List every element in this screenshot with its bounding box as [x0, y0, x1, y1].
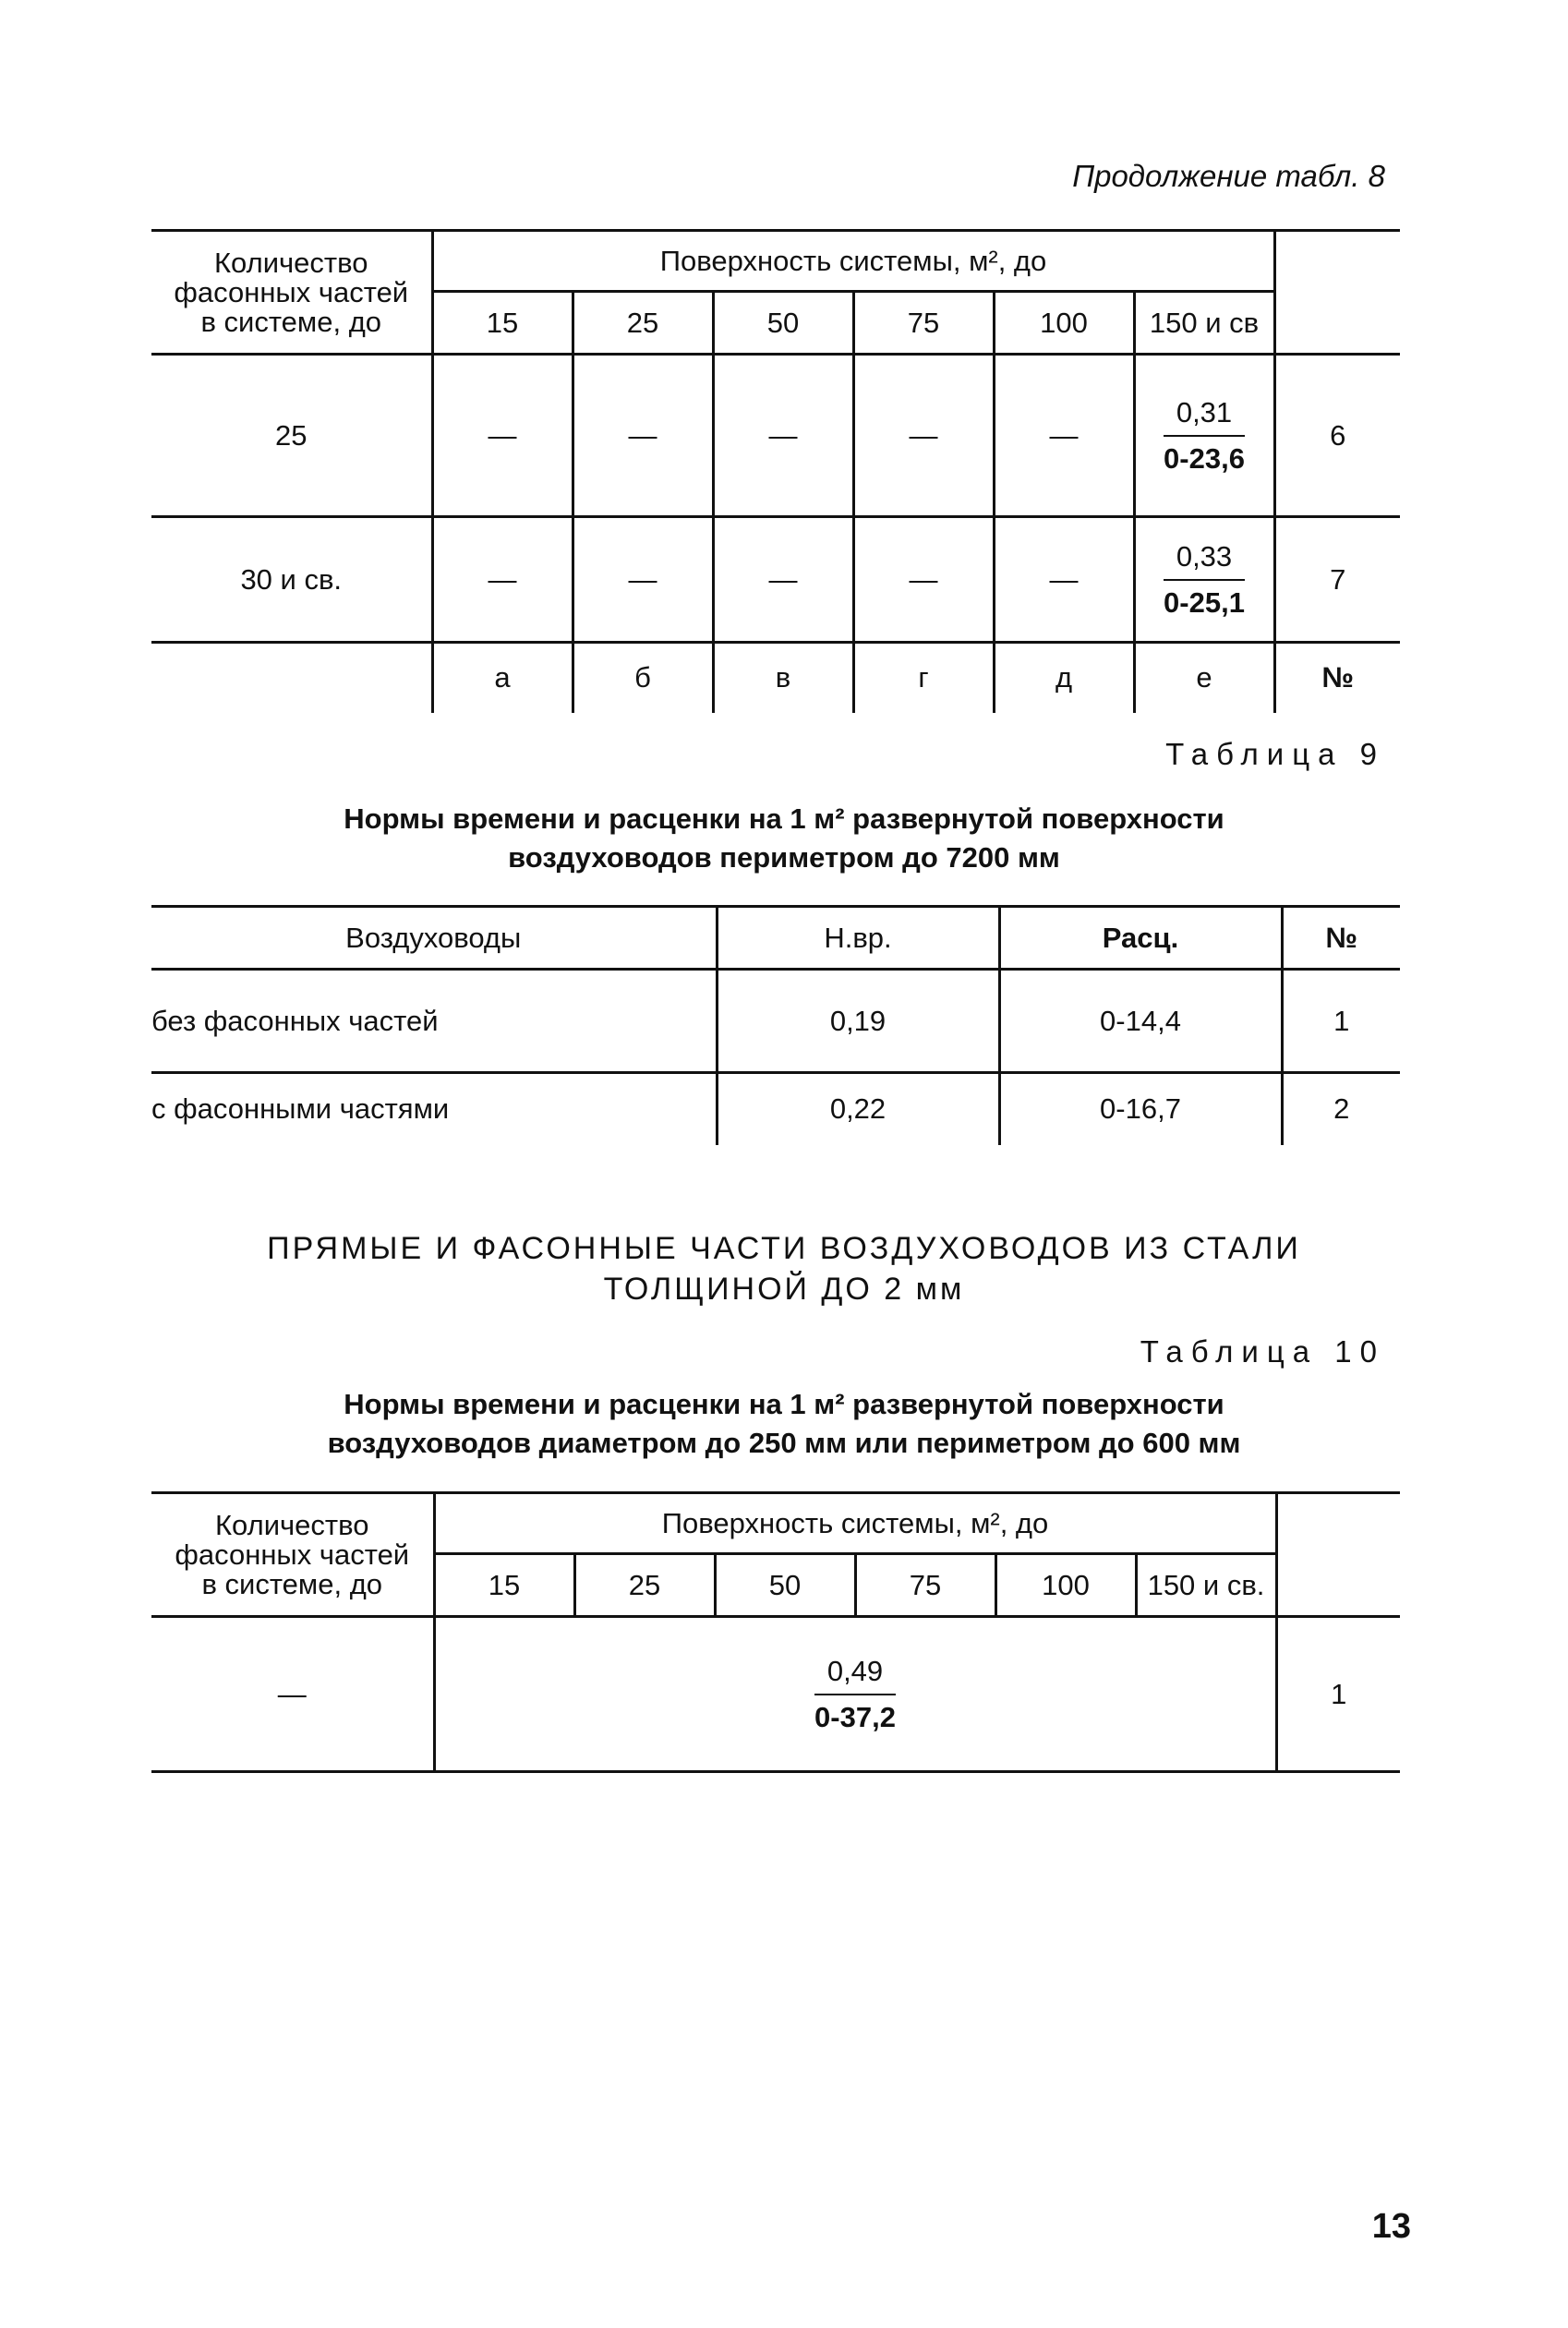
col-header-quantity: Количество фасонных частей в системе, до: [151, 231, 432, 355]
cell-dash: —: [994, 355, 1134, 517]
col-header-quantity: Количество фасонных частей в системе, до: [151, 1493, 434, 1617]
size-header: 50: [715, 1554, 855, 1617]
table-8-continuation: [151, 229, 1400, 713]
row-label: 30 и св.: [151, 517, 432, 643]
header-num: №: [1282, 907, 1400, 970]
row-number: 7: [1274, 517, 1400, 643]
size-header: 75: [855, 1554, 995, 1617]
rate: 0-14,4: [999, 970, 1282, 1073]
section-heading: ПРЯМЫЕ И ФАСОННЫЕ ЧАСТИ ВОЗДУХОВОДОВ ИЗ СТАЛИ ТОЛЩИНОЙ ДО 2 мм: [267, 1231, 1301, 1307]
size-header: 150 и св: [1134, 292, 1274, 355]
continuation-note: Продолжение табл. 8: [1072, 159, 1385, 193]
cell-dash: —: [713, 355, 853, 517]
time-norm: 0,22: [717, 1073, 999, 1145]
col-letter: д: [994, 643, 1134, 713]
cell-dash: —: [432, 517, 573, 643]
rate: 0-16,7: [999, 1073, 1282, 1145]
size-header: 150 и св.: [1136, 1554, 1276, 1617]
cell-dash: —: [853, 517, 994, 643]
col-letter: в: [713, 643, 853, 713]
table-row: [151, 1073, 1400, 1145]
table-10: [151, 1491, 1400, 1773]
num-header-blank: [1274, 231, 1400, 355]
header-ducts: Воздуховоды: [151, 907, 717, 970]
rate-fraction: $\frac{0,31}{0-23,6}$: [1134, 355, 1274, 517]
col-letter: а: [432, 643, 573, 713]
row-label: 25: [151, 355, 432, 517]
table-9-label: Таблица 9: [1165, 737, 1385, 771]
rate-fraction: $\frac{0,49}{0-37,2}$: [434, 1617, 1276, 1772]
cell-dash: —: [713, 517, 853, 643]
time-norm: 0,19: [717, 970, 999, 1073]
col-letter: б: [573, 643, 713, 713]
table-10-label: Таблица 10: [1140, 1334, 1385, 1369]
letters-row: [151, 643, 1400, 713]
row-number: 6: [1274, 355, 1400, 517]
table-9-title: Нормы времени и расценки на 1 м² развернутой поверхности воздуховодов периметром до 7200 мм: [344, 802, 1224, 874]
cell-dash: —: [573, 355, 713, 517]
size-header: 15: [434, 1554, 574, 1617]
header-rate: Расц.: [999, 907, 1282, 970]
col-letter: е: [1134, 643, 1274, 713]
size-header: 75: [853, 292, 994, 355]
col-letter: г: [853, 643, 994, 713]
duct-name: без фасонных частей: [151, 970, 717, 1073]
num-column-header: №: [1274, 643, 1400, 713]
table-row: [151, 517, 1400, 643]
table-row: [151, 970, 1400, 1073]
table-row: [151, 355, 1400, 517]
group-header-surface: Поверхность системы, м², до: [434, 1493, 1276, 1554]
row-number: 2: [1282, 1073, 1400, 1145]
duct-name: с фасонными частями: [151, 1092, 450, 1126]
size-header: 100: [995, 1554, 1136, 1617]
size-header: 25: [573, 292, 713, 355]
size-header: 50: [713, 292, 853, 355]
row-number: 1: [1282, 970, 1400, 1073]
row-number: 1: [1276, 1617, 1400, 1772]
table-10-title: Нормы времени и расценки на 1 м² развернутой поверхности воздуховодов диаметром до 250 мм или периметром до 600 мм: [327, 1388, 1241, 1459]
size-header: 25: [574, 1554, 715, 1617]
size-header: 100: [994, 292, 1134, 355]
header-time-norm: Н.вр.: [717, 907, 999, 970]
num-header-blank: [1276, 1493, 1400, 1617]
table-row: [151, 1617, 1400, 1772]
row-label: —: [151, 1617, 434, 1772]
page-number: 13: [1371, 2207, 1411, 2246]
rate-fraction: $\frac{0,33}{0-25,1}$: [1134, 517, 1274, 643]
cell-dash: —: [853, 355, 994, 517]
cell-dash: —: [994, 517, 1134, 643]
table-9: [151, 905, 1400, 1145]
cell-dash: —: [432, 355, 573, 517]
group-header-surface: Поверхность системы, м², до: [432, 231, 1274, 292]
cell-dash: —: [573, 517, 713, 643]
size-header: 15: [432, 292, 573, 355]
